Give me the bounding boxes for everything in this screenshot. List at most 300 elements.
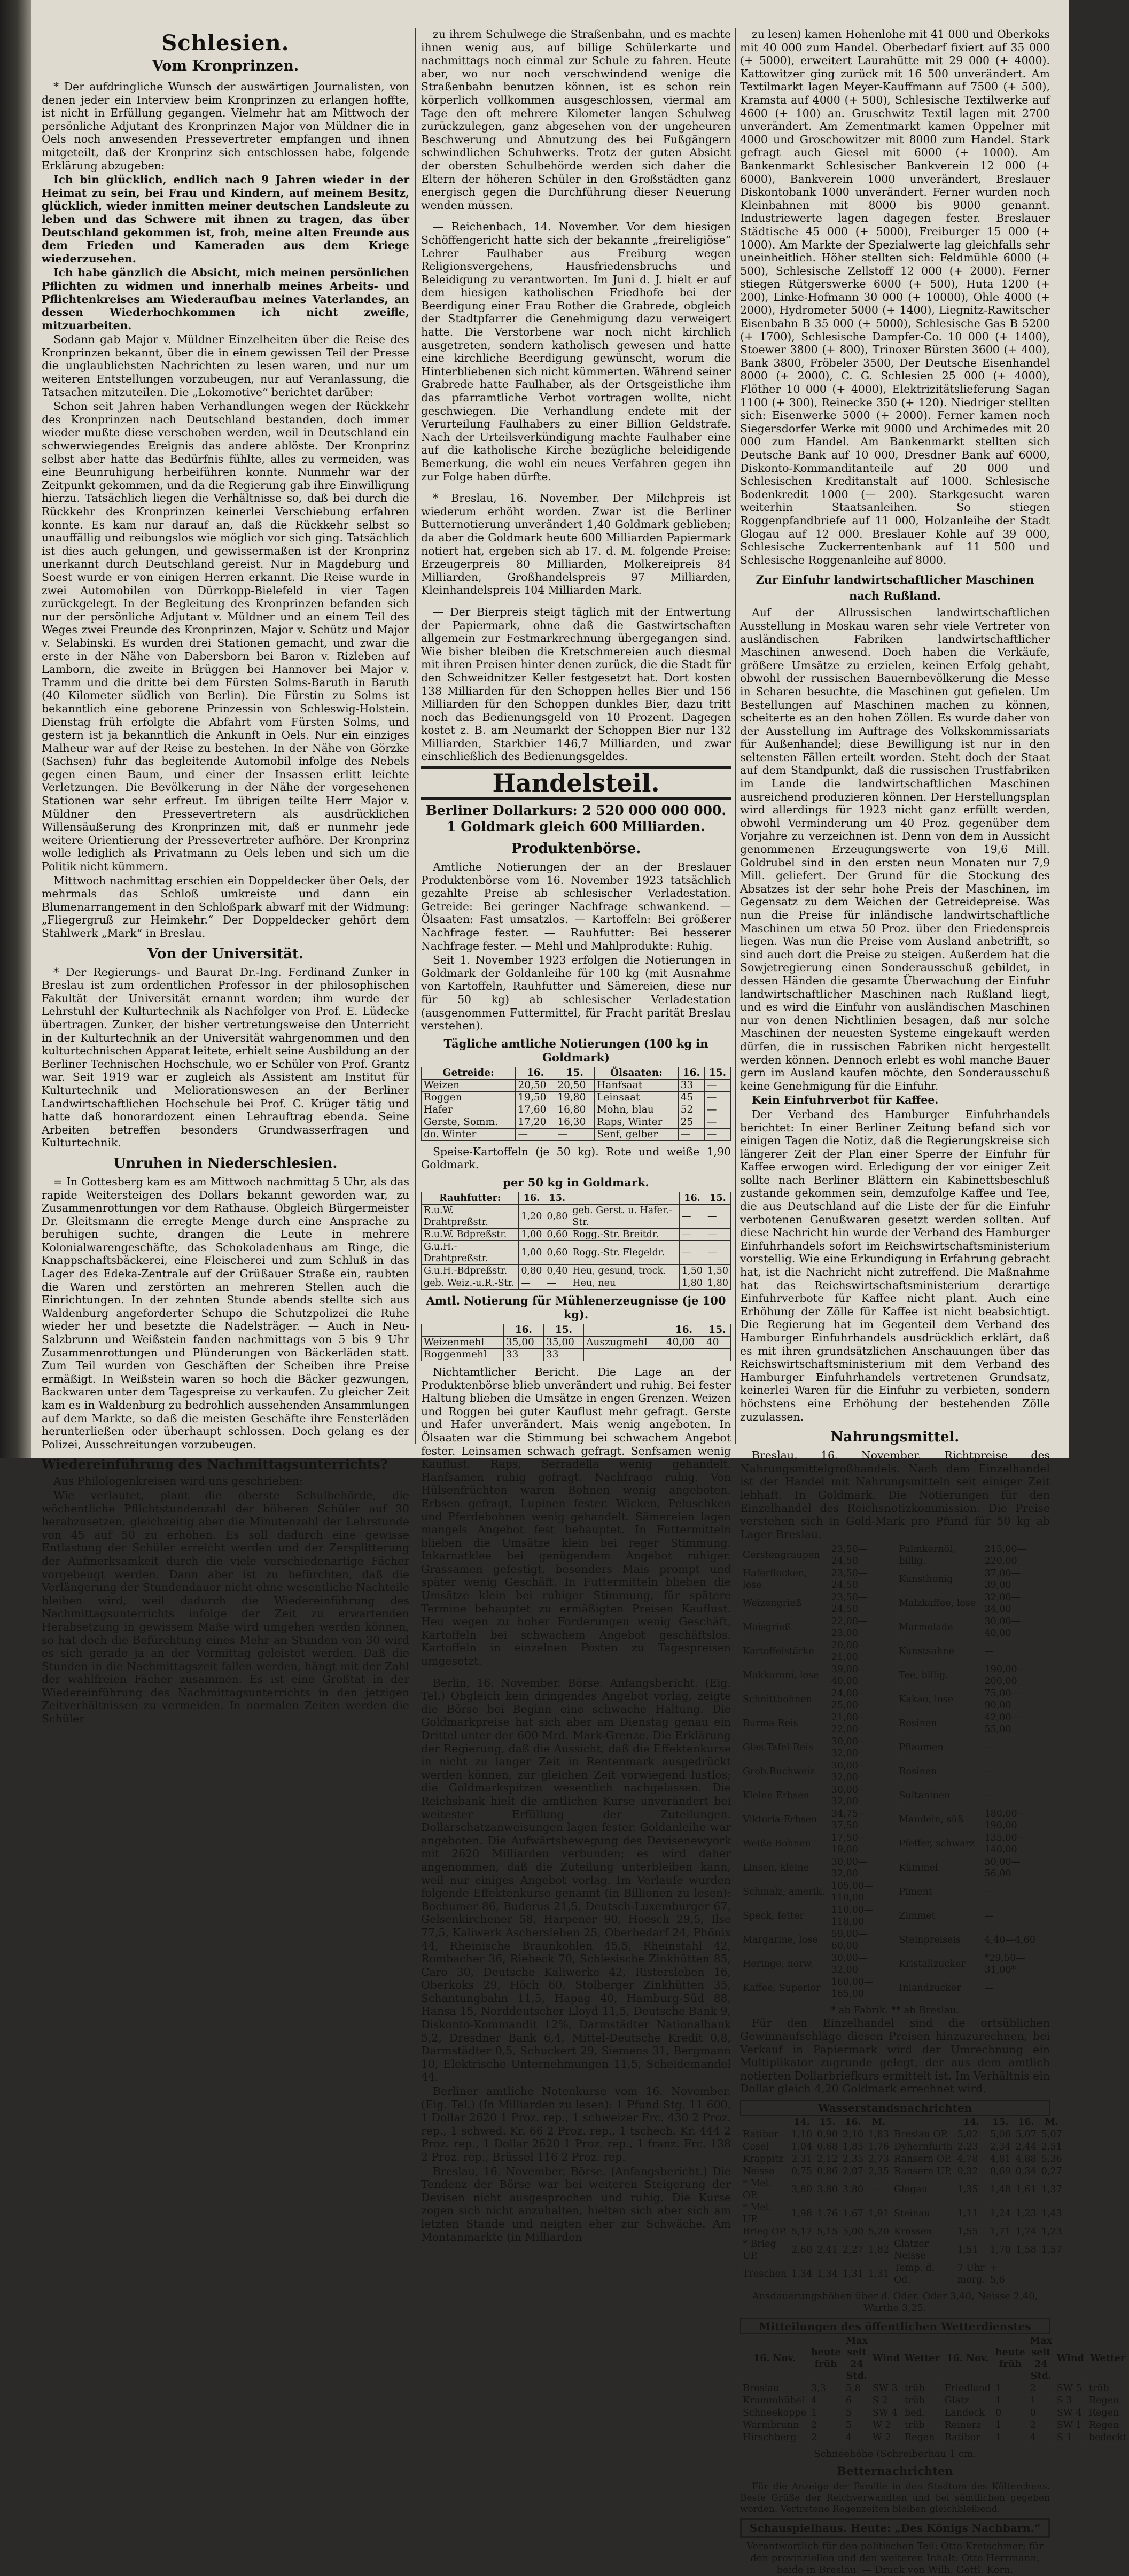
table-cell: 1 — [993, 2431, 1027, 2443]
table-cell: 1,91 — [866, 2201, 891, 2225]
table-cell — [704, 1348, 731, 1361]
table-header-cell: Rauhfutter: — [422, 1192, 519, 1204]
table-cell: S 3 — [1054, 2394, 1086, 2407]
table-row — [422, 1348, 731, 1361]
table-row — [741, 2225, 1065, 2238]
column-left — [42, 28, 409, 1726]
table-cell: Cosel — [741, 2140, 789, 2153]
table-cell: 1,76 — [815, 2201, 840, 2225]
table-cell: 1,50 — [705, 1264, 731, 1277]
table-cell: — — [705, 1228, 731, 1240]
table-cell: 32,00—34,00 — [982, 1592, 1050, 1616]
table-cell: 1 — [993, 2382, 1027, 2394]
table-cell: — — [866, 2177, 891, 2201]
table-header-cell: 16. Nov. — [942, 2334, 993, 2382]
article-title: Zur Einfuhr landwirtschaftlicher Maschinen nach Rußland. — [756, 573, 1034, 603]
table-cell: 1,24 — [987, 2201, 1013, 2225]
article-title — [740, 1093, 1050, 1107]
table-cell: 1,61 — [1013, 2177, 1039, 2201]
table-header-cell: 16. — [503, 1324, 543, 1336]
table-cell: — — [704, 1104, 730, 1116]
table-cell: 0,40 — [544, 1264, 570, 1277]
table-row — [741, 2262, 1065, 2286]
article-paragraph: Seit 1. November 1923 erfolgen die Notierungen in Goldmark der Goldanleihe für 100 kg (mit Ausnahme von Kartoffeln, Rauhfutter und Sämereien, diese nur für 50 kg) ab schlesischer Verladestation (ausgenommen Futtermittel, für Fracht parität Breslau verstehen). — [421, 953, 731, 1033]
table-row — [741, 1640, 1050, 1664]
table-cell — [1013, 2262, 1039, 2286]
news-item: — Der Bierpreis steigt täglich mit der Entwertung der Papiermark, ohne daß die Gastwirtschaften allgemein zur Festmarkrechnung übergegangen sind. Wie bisher bleiben die Kretschmereien auch diesmal mit ihren Preisen hinter denen zurück, die die Stadt für den Schweidnitzer Keller festgesetzt hat. Dort kosten 138 Milliarden für den Schoppen helles Bier und 156 Milliarden für den Schoppen dunkles Bier, dazu tritt noch das Bedienungsgeld von 10 Prozent. Dagegen kostet z. B. am Neumarkt der Schoppen Bier nur 132 Milliarden, Starkbier 146,7 Milliarden, und zwar einschließlich des Bedienungsgeldes. — [421, 605, 731, 763]
article-title: Von der Universität. — [147, 945, 303, 962]
table-cell: 1,67 — [840, 2201, 866, 2225]
table-cell: Roggenmehl — [422, 1348, 504, 1361]
table-cell: 4,81 — [987, 2153, 1013, 2165]
theater-notice: Schauspielhaus. Heute: „Des Königs Nachbarn.“ — [740, 2518, 1050, 2538]
table-header-cell: 15. — [705, 1192, 731, 1204]
article-paragraph: = In Gottesberg kam es am Mittwoch nachmittag 5 Uhr, als das rapide Weitersteigen des Dollars bekannt geworden war, zu Zusammenrottungen vor dem Rathause. Obgleich Bürgermeister Dr. Gleitsmann die erregte Menge durch eine Ansprache zu beruhigen suchte, drangen die Leute in mehrere Kolonialwarengeschäfte, das Schokoladenhaus am Ringe, die Knappschaftsbäckerei, eine Fleischerei und zum Schluß in das Lager des Edeka-Zentrale auf der Grüßauer Straße ein, raubten die Waren und zerstörten an mehreren Stellen auch die Einrichtungen. In der zehnten Stunde abends stellte sich aus Waldenburg angeforderter Schupo die Schutzpolizei die Ruhe wieder her und besetzte die Nadelsträger. — Auch in Neu-Salzbrunn und Weißstein fanden nachmittags von 5 bis 9 Uhr Zusammenrottungen und Plünderungen von Bäckerläden statt. Zum Teil wurden von Geschäften der Scheiben ihre Preise ermäßigt. In Weißstein waren so hoch die Bäcker gezwungen, Backwaren unter dem Tagespreise zu verkaufen. Zu gleicher Zeit kam es in Waldenburg zu bedrohlich aussehenden Ansammlungen auf dem Markte, so daß die meisten Geschäfte ihre Fensterläden herunterließen oder überhaupt schlossen. Doch gelang es der Polizei, Ausschreitungen vorzubeugen. — [42, 1175, 409, 1451]
table-cell: 2,60 — [789, 2238, 815, 2262]
fodder-price-table — [421, 1192, 731, 1290]
table-cell: 1,23 — [1013, 2201, 1039, 2225]
table-header-row — [422, 1067, 731, 1079]
table-cell: 1 — [993, 2394, 1027, 2407]
table-cell: Ratibor — [741, 2128, 789, 2140]
table-cell: *29,50—31,00* — [982, 1952, 1050, 1976]
table-cell: Breslau OP. — [891, 2128, 955, 2140]
table-cell: trüb — [902, 2419, 942, 2431]
table-header-cell: 15. — [987, 2116, 1013, 2128]
table-header-cell: heute früh — [808, 2334, 843, 2382]
table-cell: 1,34 — [789, 2262, 815, 2286]
table-cell: 0,75 — [789, 2165, 815, 2177]
table-header-cell: 15. — [555, 1067, 595, 1079]
table-cell: Haferflocken, lose — [741, 1568, 829, 1592]
article-paragraph: zu lesen) kamen Hohenlohe mit 41 000 und Oberkoks mit 40 000 zum Handel. Oberbedarf fixiert auf 35 000 (+ 5000), erweitert Laurahütte mit 29 000 (+ 4000). Kattowitzer ging zurück mit 16 500 unverändert. Am Textilmarkt lagen Meyer-Kauffmann auf 7500 (+ 500), Kramsta auf 4000 (+ 500), Schlesische Textilwerke auf 4600 (+ 100) an. Gruschwitz Textil lagen mit 2700 unverändert. Am Zementmarkt kamen Oppelner mit 4000 und Groschowitzer mit 8000 zum Handel. Stark gefragt auch Giesel mit 6000 (+ 1000). Am Bankenmarkt Schlesischer Bankverein 12 000 (+ 6000), Bankverein 1000 unverändert, Breslauer Diskontobank 1000 unverändert. Ferner wurden noch Kleinbahnen mit 8000 bis 9000 genannt. Industriewerte lagen dagegen fester. Breslauer Städtische 45 000 (+ 5000), Freiburger 15 000 (+ 1000). Am Markte der Spezialwerte lag gleichfalls sehr uneinheitlich. Höher stellten sich: Feldmühle 6000 (+ 500), Schlesische Zellstoff 12 000 (+ 2000). Ferner stiegen Rütgerswerke 6000 (+ 500), Huta 1200 (+ 200), Linke-Hofmann 30 000 (+ 10000), Ohle 4000 (+ 2000), Hydrometer 5000 (+ 1400), Liegnitz-Rawitscher Eisenbahn B 35 000 (+ 5000), Schlesische Gas B 5200 (+ 1700), Schlesische Dampfer-Co. 10 000 (+ 1400), Stoewer 3800 (+ 800), Trinoxer Bürsten 3600 (+ 400), Bank 3800, Fröbeler 3500, Der Deutsche Eisenhandel 8000 (+ 2000), C. G. Schlesien 25 000 (+ 4000), Flöther 10 000 (+ 4000), Elektrizitätslieferung Sagan 1100 (+ 300), Reinecke 350 (+ 120). Niedriger stellten sich: Eisenwerke 5000 (+ 2000). Ferner kamen noch Siegersdorfer Werke mit 9000 und Archimedes mit 20 000 zum Handel. Am Bankenmarkt stellten sich Deutsche Bank auf 10 000, Dresdner Bank auf 6000, Diskonto-Kommanditanteile auf 20 000 und Schlesischen Kreditanstalt auf 1000. Schlesische Bodenkredit 1000 (— 200). Starkgesucht waren weiterhin Staatsanleihen. So stiegen Roggenpfandbriefe auf 11 000, Holzanleihe der Stadt Glogau auf 12 000. Breslauer Kohle auf 39 000, Schlesische Zuckerrentenbank auf 11 500 und Schlesische Roggenanleihe auf 8000. — [740, 28, 1050, 567]
table-cell: Marmelade — [897, 1616, 982, 1640]
table-header-cell: 14. — [789, 2116, 815, 2128]
table-row — [741, 2201, 1065, 2225]
table-cell: S 1 — [1054, 2431, 1086, 2443]
table-cell: 5,00 — [840, 2225, 866, 2238]
table-cell: 30,00—32,00 — [829, 1952, 897, 1976]
table-cell: — — [982, 1736, 1050, 1760]
table-cell: 190,00—200,00 — [982, 1664, 1050, 1688]
table-cell: 39,00—40,00 — [829, 1664, 897, 1688]
table-header-cell: M. — [866, 2116, 891, 2128]
table-cell: 5,02 — [955, 2128, 987, 2140]
table-header-cell — [422, 1324, 504, 1336]
table-cell: — — [982, 1640, 1050, 1664]
table-cell: Heringe, norw. — [741, 1952, 829, 1976]
table-cell: Temp. d. Od. — [891, 2262, 955, 2286]
article-paragraph: Ich bin glücklich, endlich nach 9 Jahren wieder in der Heimat zu sein, bei Frau und Kindern, auf meinem Besitz, glücklich, wieder inmitten meiner deutschen Landsleute zu leben und das Schwere mit ihnen zu tragen, das über Deutschland gekommen ist, froh, meine alten Freunde aus dem Frieden und Kameraden aus dem Kriege wiederzusehen. — [42, 173, 409, 265]
table-cell: 33 — [678, 1079, 704, 1091]
table-row — [741, 1808, 1050, 1832]
table-cell: 21,00—22,00 — [829, 1712, 897, 1736]
table-cell: Dyhernfurth — [891, 2140, 955, 2153]
table-cell: Hirschberg — [741, 2431, 809, 2443]
table-cell: 23,50—24,50 — [829, 1592, 897, 1616]
table-cell: — — [678, 1128, 704, 1140]
table-cell: — — [680, 1204, 705, 1228]
article-paragraph: Nichtamtlicher Bericht. Die Lage an der Produktenbörse blieb unverändert und ruhig. Bei fester Haltung blieben die Umsätze in engen Grenzen. Weizen und Roggen bei guter Kauflust mehr gefragt. Gerste und Hafer unverändert. Mais wenig angeboten. In Ölsaaten war die Stimmung bei schwachem Angebot fester. Leinsamen schwach gefragt. Senfsamen wenig Kauflust. Raps, Serradella wenig gehandelt. Hanfsamen ruhig gefragt. Nachfrage ruhig. Von Hülsenfrüchten waren Bohnen wenig angeboten. Erbsen gefragt, Lupinen fester. Wicken, Peluschken und Pferdebohnen wenig gehandelt. Sämereien lagen mangels Angebot fest behauptet. In Futtermitteln blieben die Umsätze klein bei reger Stimmung. Inkarnatklee bei genügendem Angebot ruhiger. Grassamen gefestigt, besonders Mais prompt und später wenig Geschäft. In Futtermitteln blieben die Umsätze klein bei ruhiger Stimmung, für spätere Termine behauptet zu ermäßigten Preisen Kauflust. Heu wegen zu hoher Forderungen wenig Geschäft, Kartoffeln bei schwachem Angebot geschäftslos. Kartoffeln in einzelnen Posten zu Tagespreisen umgesetzt. — [421, 1365, 731, 1668]
table-cell: SW 4 — [870, 2407, 902, 2419]
exchange-report: Berlin, 16. November. Börse. Anfangsbericht. (Eig. Tel.) Obgleich kein dringendes Angebot vorlag, zeigte die Börse bei Beginn eine schwache Haltung. Die Goldmarkpreise hat sich aber am Dienstag genau ein Drittel unter der 600 Mrd. Mark-Grenze. Die Erklärung der Regierung, daß die Aussicht, daß die Effektenkurse in nicht zu langer Zeit in Rentenmark ausgedrückt werden können, zur gleichen Zeit vorwiegend lustlos; die Goldmarkspitzen wesentlich nachgelassen. Die Reichsbank hielt die amtlichen Kurse unverändert bei weitester Erfüllung der Zuteilungen. Dollarschatzanweisungen lagen fester. Goldanleihe war angeboten. Die Aufwärtsbewegung des Devisenewyork mit 2620 Milliarden verbunden; es wird daher angenommen, daß die Zuteilung unterbleiben kann, weil nur einiges Angebot vorlag. Im Verlaufe wurden folgende Effektenkurse genannt (in Billionen zu lesen): Bochumer 86, Buderus 21,5, Deutsch-Luxemburger 67, Gelsenkirchener 58, Harpener 90, Hoesch 29,5, Ilse 77,5, Kaliwerk Aschersleben 25, Oberbedarf 24, Phönix 44, Rheinische Braunkohlen 45,5, Rheinstahl 42, Rombacher 36, Riebeck 70, Schlesische Zinkhütten 85, Caro 30, Deutsche Kaliwerke 42, Ristersleben 16, Oberkoks 29, Höch 60, Stolberger Zinkhütten 35, Schantungbahn 11,5, Hapag 40, Hamburg-Süd 88, Hansa 15, Norddeutscher Lloyd 11,5, Deutsche Bank 9, Diskonto-Kommandit 12%, Darmstädter Nationalbank 5,2, Dresdner Bank 6,4, Mittel-Deutsche Kredit 0,8, Darmstädter 0,5, Schuckert 29, Siemens 31, Bergmann 10, Elektrische Unternehmungen 11,5, Scheidemandel 44. — [421, 1676, 731, 2084]
table-cell: Palmkernöl, billig. — [897, 1543, 982, 1568]
table-header-cell: 15. — [543, 1324, 583, 1336]
table-cell: Rogg.-Str. Flegeldr. — [570, 1240, 680, 1264]
table-cell: 105,00—110,00 — [829, 1880, 897, 1904]
table-cell: Weizengrieß — [741, 1592, 829, 1616]
table-cell: — — [704, 1128, 730, 1140]
table-cell: Neisse — [741, 2165, 789, 2177]
table-cell: do. Winter — [422, 1128, 516, 1140]
table-cell: Weizenmehl — [422, 1336, 504, 1348]
table-cell: Glatz — [942, 2394, 993, 2407]
table-cell: — — [704, 1091, 730, 1104]
article-paragraph: Für die Anzeige der Familie in den Stadtum des Költerchens. Beste Grüße der Reichverwandten und bei sämtlichen gegeben worden. Vertretene Regenzeiten bleiben gleichbleibend. — [740, 2481, 1050, 2515]
table-row — [422, 1104, 731, 1116]
table-cell: geb. Weiz.-u.R.-Str. — [422, 1277, 519, 1289]
table-cell: 52 — [678, 1104, 704, 1116]
table-cell: Kunsthonig — [897, 1568, 982, 1592]
table-cell: 2,35 — [840, 2153, 866, 2165]
column-divider — [735, 28, 736, 1444]
table-cell: 1,31 — [866, 2262, 891, 2286]
table-header-cell — [584, 1324, 664, 1336]
table-cell: Schneekoppe — [741, 2407, 809, 2419]
table-cell: 1,80 — [680, 1277, 705, 1289]
table-row — [741, 1952, 1050, 1976]
table-cell: 0,80 — [544, 1204, 570, 1228]
table-cell: — — [516, 1128, 555, 1140]
table-cell: 2,35 — [866, 2165, 891, 2177]
table-header-cell: Getreide: — [422, 1067, 516, 1079]
table-row — [741, 1928, 1050, 1952]
table-cell: Linsen, kleine — [741, 1856, 829, 1880]
table-header-cell — [570, 1192, 680, 1204]
table-cell: Treschen — [741, 2262, 789, 2286]
table-cell: Kristallzucker — [897, 1952, 982, 1976]
article-title: Betternachrichten — [837, 2464, 953, 2478]
table-cell: bedeckt — [1086, 2431, 1129, 2443]
table-cell: 2 — [808, 2431, 843, 2443]
table-row — [741, 2177, 1065, 2201]
table-header-cell: Max seit 24 Std. — [1027, 2334, 1054, 2382]
table-cell: Ransern UP. — [891, 2165, 955, 2177]
table-header-cell: 15. — [704, 1067, 730, 1079]
table-cell: 20,50 — [555, 1079, 595, 1091]
table-cell: 7 Uhr morg. — [955, 2262, 987, 2286]
flour-price-table — [421, 1324, 731, 1361]
table-cell: 1,20 — [519, 1204, 544, 1228]
table-cell: Glatzer Neisse — [891, 2238, 955, 2262]
table-cell: 1 — [993, 2419, 1027, 2431]
table-header-cell — [891, 2116, 955, 2128]
table-cell: 42,00—55,00 — [982, 1712, 1050, 1736]
article-paragraph: Schon seit Jahren haben Verhandlungen wegen der Rückkehr des Kronprinzen nach Deutschland bestanden, doch immer wieder mußte diese verschoben werden, weil in Deutschland ein schwerwiegendes Ereignis das andere ablöste. Der Kronprinz selbst aber hatte das Bedürfnis fühlte, alles zu vermeiden, was eine Beunruhigung herbeiführen konnte. Nunmehr war der Zeitpunkt gekommen, und da die Regierung gab ihre Einwilligung hierzu. Tatsächlich liegen die Verhältnisse so, daß bei durch die Rückkehr des Kronprinzen keinerlei Verschiebung erfahren konnte. Es kam nur darauf an, daß die Rückkehr selbst so unauffällig und reibungslos wie möglich vor sich ging. Tatsächlich ist dies auch gelungen, und gewissermaßen ist der Kronprinz unerkannt durch Deutschland gereist. Nur in Magdeburg und Soest wurde er von einigen Herren erkannt. Die Reise wurde in zwei Automobilen von Dürrkopp-Bielefeld in vier Tagen zurückgelegt. In der Begleitung des Kronprinzen befanden sich nur der persönliche Adjutant v. Müldner und an einem Teil des Weges zwei Freunde des Kronprinzen, Major v. Schütz und Major v. Selabinski. Es wurden drei Stationen gemacht, und zwar die erste in der Nähe von Dabersborn bei Baron v. Rizleben auf Lamborn, die zweite in Brüggen bei Hannover bei Major v. Tramm und die dritte bei dem Fürsten Solms-Baruth in Baruth (40 Kilometer südlich von Berlin). Die Fürstin zu Solms ist bekanntlich eine geborene Prinzessin von Schleswig-Holstein. Dienstag früh erfolgte die Abfahrt vom Fürsten Solms, und gestern ist ja bekanntlich die Ankunft in Oels. Nur ein einziges Malheur war auf der Reise zu bestehen. In der Nähe von Görzke (Sachsen) fuhr das begleitende Automobil infolge des Nebels gegen einen Baum, und einer der Insassen erlitt leichte Verletzungen. Die Bevölkerung in der Nähe der vorgesehenen Stationen war sehr erfreut. Im übrigen teilte Herr Major v. Müldner den Pressevertretern als ausdrücklichen Willensäußerung des Kronprinzen mit, daß er nunmehr jede weitere Orientierung der Pressevertreter aufhöre. Der Kronprinz wolle lediglich als Privatmann zu Oels leben und sich um die Politik nicht kümmern. — [42, 400, 409, 873]
table-cell: 2,31 — [789, 2153, 815, 2165]
table-row — [741, 2382, 1129, 2394]
table-header-cell: 15. — [704, 1324, 731, 1336]
table-caption: Tägliche amtliche Notierungen (100 kg in Goldmark) — [443, 1036, 708, 1064]
table-header-cell: 14. — [955, 2116, 987, 2128]
table-header-cell: 16. — [840, 2116, 866, 2128]
table-cell: — — [982, 1760, 1050, 1784]
table-header-cell: 16. — [678, 1067, 704, 1079]
table-cell: Grob.Buchweiz — [741, 1760, 829, 1784]
table-cell: Gerste, Somm. — [422, 1116, 516, 1128]
table-cell: 3,80 — [840, 2177, 866, 2201]
table-cell: 23,50—24,50 — [829, 1543, 897, 1568]
table-cell: 1,00 — [519, 1240, 544, 1264]
book-binding — [0, 0, 31, 1458]
table-caption: Wasserstandsnachrichten — [740, 2100, 1050, 2116]
table-row — [741, 2431, 1129, 2443]
table-cell: 16,80 — [555, 1104, 595, 1116]
table-cell: 0,86 — [815, 2165, 840, 2177]
table-cell: 5,15 — [815, 2225, 840, 2238]
table-header-cell — [741, 2116, 789, 2128]
table-cell: Pfeffer, schwarz — [897, 1832, 982, 1856]
table-cell: 40 — [704, 1336, 731, 1348]
table-header-row — [422, 1324, 731, 1336]
table-row — [741, 1616, 1050, 1640]
table-cell: 1,55 — [955, 2225, 987, 2238]
table-cell: Mohn, blau — [595, 1104, 678, 1116]
table-cell: 0,32 — [955, 2165, 987, 2177]
table-header-cell: 15. — [815, 2116, 840, 2128]
table-row — [741, 1904, 1050, 1928]
table-cell: 45 — [678, 1091, 704, 1104]
table-row — [741, 1856, 1050, 1880]
table-header-cell: 16. — [680, 1192, 705, 1204]
table-cell: Hanfsaat — [595, 1079, 678, 1091]
table-cell: 2,44 — [1013, 2140, 1039, 2153]
table-cell: 17,50—19,00 — [829, 1832, 897, 1856]
table-header-cell: Wetter — [902, 2334, 942, 2382]
table-cell: 19,80 — [555, 1091, 595, 1104]
table-cell: Viktoria-Erbsen — [741, 1808, 829, 1832]
table-cell: Margarine, lose — [741, 1928, 829, 1952]
table-cell: — — [982, 1904, 1050, 1928]
table-cell: 34,75—37,50 — [829, 1808, 897, 1832]
table-cell: 17,60 — [516, 1104, 555, 1116]
table-cell: — — [982, 1880, 1050, 1904]
table-cell: R.u.W. Bdpreßstr. — [422, 1228, 519, 1240]
table-cell: 6 — [843, 2394, 870, 2407]
potato-price: Speise-Kartoffeln (je 50 kg). Rote und weiße 1,90 Goldmark. — [421, 1145, 731, 1171]
weather-table — [740, 2334, 1129, 2444]
table-cell: Rosinen — [897, 1760, 982, 1784]
table-cell: Kümmel — [897, 1856, 982, 1880]
table-cell: Ratibor — [942, 2431, 993, 2443]
table-row — [741, 2128, 1065, 2140]
table-cell: 160,00—165,00 — [829, 1976, 897, 2000]
table-cell: Brieg OP. — [741, 2225, 789, 2238]
table-header-cell: M. — [1039, 2116, 1064, 2128]
table-cell: 0,60 — [544, 1240, 570, 1264]
table-cell: Piment — [897, 1880, 982, 1904]
table-cell: Roggen — [422, 1091, 516, 1104]
table-header-cell: 16. — [519, 1192, 544, 1204]
table-cell: Breslau — [741, 2382, 809, 2394]
exchange-report: Breslau, 16. November. Börse. (Anfangsbericht.) Die Tendenz der Börse war bei weiteren Steigerung der Devisen nicht ausgesprochen und ruhig. Die Kurse zogen sich nicht anzuhalten, hielten sich aber sich am letzten Stande und neigten eher zur Schwäche. Am Montanmarkte (in Milliarden — [421, 2164, 731, 2244]
table-row — [422, 1116, 731, 1128]
table-cell: — — [705, 1240, 731, 1264]
table-cell: — — [704, 1116, 730, 1128]
table-header-cell: 16. — [664, 1324, 704, 1336]
table-cell: 1,10 — [789, 2128, 815, 2140]
table-cell: 40,00 — [664, 1336, 704, 1348]
table-cell: 2 — [1027, 2382, 1054, 2394]
table-row — [741, 1712, 1050, 1736]
table-cell: 1,58 — [1013, 2238, 1039, 2262]
grain-price-table — [421, 1067, 731, 1141]
table-row — [741, 1784, 1050, 1808]
table-cell: SW 3 — [870, 2382, 902, 2394]
table-cell: 1,76 — [866, 2140, 891, 2153]
table-row — [422, 1079, 731, 1091]
table-row — [741, 2153, 1065, 2165]
article-paragraph: Der Verband des Hamburger Einfuhrhandels berichtet: In einer Berliner Zeitung befand sich vor einigen Tagen die Notiz, daß die Regierungskreise sich längerer Zeit der Plan einer Sperre der Einfuhr für Kaffee erwogen wird. Erledigung der vor einiger Zeit sollte nach Berliner Blättern ein Kabinettsbeschluß zustande gekommen sein, demzufolge Kaffee und Tee, die aus Deutschland auf die Liste der für die Einfuhr verbotenen Genußwaren gesetzt werden sollten. Auf diese Nachricht hin wurde der Verband des Hamburger Einfuhrhandels sofort im Reichswirtschaftsministerium vorstellig. Wie eine Erkundigung in Erfahrung gebracht hat, ist die Nachricht nicht zutreffend. Die Maßnahme hat das Reichswirtschaftsministerium derartige Einfuhrverbote für Kaffee nicht plant. Auch eine Erhöhung der Zölle für Kaffee ist nicht beabsichtigt. Die Regierung hat im Gegenteil dem Verband des Hamburger Einfuhrhandels ausdrücklich erklärt, daß es mit ihren grundsätzlichen Anschauungen über das Reichswirtschaftsministerium mit dem Verband des Hamburger Einfuhrhandels vertretenen Grundsatz, keinerlei Waren für die Einfuhr zu verbieten, sondern höchstens eine Erhöhung der bestehenden Zölle zuzulassen. — [740, 1107, 1050, 1423]
table-cell: 16,30 — [555, 1116, 595, 1128]
table-cell: + 5,6 — [987, 2262, 1013, 2286]
kaffee-title: Kein Einfuhrverbot für Kaffee. — [752, 1093, 939, 1107]
table-cell: 35,00 — [503, 1336, 543, 1348]
imprint: Verantwortlich für den politischen Teil: Otto Kretschmer; für den provinziellen und den weiteren Inhalt: Otto Herrmann, beide in Breslau. — Druck von Wilh. Gottl. Korn. — [746, 2540, 1044, 2575]
table-caption: Amtl. Notierung für Mühlenerzeugnisse (je 100 kg). — [426, 1293, 726, 1321]
table-cell: 1 — [1027, 2394, 1054, 2407]
table-cell: Landeck — [942, 2407, 993, 2419]
table-cell: 4 — [1027, 2431, 1054, 2443]
table-cell: 33 — [503, 1348, 543, 1361]
table-cell: Speck, fetter — [741, 1904, 829, 1928]
table-cell: SW 5 — [1054, 2382, 1086, 2394]
table-row — [422, 1128, 731, 1140]
table-cell: * Mel. OP. — [741, 2177, 789, 2201]
food-price-table — [740, 1543, 1050, 2000]
table-note: Ansdauerungshöhen über d. Oder. Oder 3,40, Neisse 2,40, Warthe 3,25. — [752, 2290, 1038, 2314]
table-cell: 1,31 — [840, 2262, 866, 2286]
table-header-cell: 16. — [516, 1067, 555, 1079]
table-cell: Schnittbohnen — [741, 1688, 829, 1712]
table-cell: Krappitz — [741, 2153, 789, 2165]
table-cell: W 2 — [870, 2419, 902, 2431]
table-cell: Schmalz, amerik. — [741, 1880, 829, 1904]
table-cell: — — [519, 1277, 544, 1289]
table-cell: 0,27 — [1039, 2165, 1064, 2177]
table-cell: 2 — [808, 2419, 843, 2431]
table-cell: bed. — [902, 2407, 942, 2419]
table-cell: Glogau — [891, 2177, 955, 2201]
table-row — [741, 1664, 1050, 1688]
article-paragraph: Aus Philologenkreisen wird uns geschrieben: — [53, 1475, 303, 1488]
table-row — [741, 1543, 1050, 1568]
table-cell: 4 — [843, 2431, 870, 2443]
table-row — [741, 2419, 1129, 2431]
table-row — [741, 2238, 1065, 2262]
table-cell: 33 — [543, 1348, 583, 1361]
table-cell: Pflaumen — [897, 1736, 982, 1760]
table-cell: Malzkaffee, lose — [897, 1592, 982, 1616]
news-item: — Reichenbach, 14. November. Vor dem hiesigen Schöffengericht hatte sich der bekannte „freireligiöse“ Lehrer Faulhaber aus Freiburg wegen Religionsvergehens, Hausfriedensbruchs und Beleidigung zu verantworten. Im Juni d. J. hielt er auf dem hiesigen katholischen Friedhofe bei der Beerdigung einer Frau Rother die Grabrede, obgleich der Stadtpfarrer die Genehmigung dazu verweigert hatte. Die Verstorbene war noch nicht kirchlich ausgetreten, sondern katholisch gewesen und hatte eine kirchliche Beerdigung gewünscht, worum die Hinterbliebenen sich nicht kümmerten. Während seiner Grabrede hatte Faulhaber, als der Ortsgeistliche ihm das pfarramtliche Verbot vortragen wollte, nicht geschwiegen. Die Verhandlung endete mit der Verurteilung Faulhabers zu einer Billion Geldstrafe. Nach der Urteilsverkündigung machte Faulhaber eine auf die katholische Kirche bezügliche beleidigende Bemerkung, die wohl ein neues Verfahren gegen ihn zur Folge haben dürfte. — [421, 220, 731, 483]
table-cell: Inlandzucker — [897, 1976, 982, 2000]
water-level-table — [740, 2116, 1065, 2286]
table-cell: 5,17 — [789, 2225, 815, 2238]
table-header-cell: Ölsaaten: — [595, 1067, 678, 1079]
article-paragraph: zu ihrem Schulwege die Straßenbahn, und es machte ihnen wenig aus, auf billige Schülerkarte und nachmittags noch einmal zur Schule zu fahren. Heute aber, wo nur noch verschwindend wenige die Straßenbahn benutzen können, ist es schon rein körperlich vollkommen ausgeschlossen, viermal am Tage den oft mehrere Kilometer langen Schulweg zurückzulegen, ganz abgesehen von der ungeheuren Beschwerung und Abnutzung des bei Fußgängern schwindlichen Schuhwerks. Trotz der guten Absicht der obersten Schulbehörde werden sich daher die Eltern der höheren Schüler in den Großstädten ganz energisch gegen die Durchführung dieser Neuerung wenden müssen. — [421, 28, 731, 212]
table-cell: 0,80 — [519, 1264, 544, 1277]
table-cell: Heu, neu — [570, 1277, 680, 1289]
table-row — [741, 1760, 1050, 1784]
table-cell: Steinau — [891, 2201, 955, 2225]
table-cell: 1,70 — [987, 2238, 1013, 2262]
table-cell: W 2 — [870, 2431, 902, 2443]
table-row — [741, 1832, 1050, 1856]
table-row — [741, 1688, 1050, 1712]
table-cell: Hafer — [422, 1104, 516, 1116]
table-cell: 3,80 — [789, 2177, 815, 2201]
table-cell: 5,07 — [1039, 2128, 1064, 2140]
table-cell: Regen — [902, 2431, 942, 2443]
table-cell: 0,60 — [544, 1228, 570, 1240]
table-cell: 1,51 — [955, 2238, 987, 2262]
table-header-cell: 16. Nov. — [741, 2334, 809, 2382]
table-cell: Heu, gesund, trock. — [570, 1264, 680, 1277]
table-cell: 3,80 — [815, 2177, 840, 2201]
table-cell: 110,00—118,00 — [829, 1904, 897, 1928]
table-cell: 4 — [808, 2394, 843, 2407]
article-title: Vom Kronprinzen. — [152, 58, 299, 74]
table-header-row — [422, 1192, 731, 1204]
table-cell: 20,50 — [516, 1079, 555, 1091]
table-row — [422, 1240, 731, 1264]
table-cell: 20,00—21,00 — [829, 1640, 897, 1664]
table-cell — [664, 1348, 704, 1361]
table-cell: 2,12 — [815, 2153, 840, 2165]
table-note: Schneehöhe (Schreiberhau 1 cm. — [814, 2448, 976, 2459]
article-paragraph: * Der Regierungs- und Baurat Dr.-Ing. Ferdinand Zunker in Breslau ist zum ordentlichen Professor in der philosophischen Fakultät der Universität ernannt worden; ihm wurde der Lehrstuhl der Kulturtechnik als Nachfolger von Prof. E. Lüdecke übertragen. Zunker, der bisher vertretungsweise den Unterricht in der Kulturtechnik an der Universität wahrgenommen und den kulturtechnischen Apparat leitete, erhielt seine Ausbildung an der Berliner Technischen Hochschule, wo er Schüler von Prof. Grantz war. Seit 1919 war er zugleich als Assistent am Institut für Kulturtechnik und Meliorationswesen an der Berliner Landwirtschaftlichen Hochschule bei Prof. C. Krüger tätig und hatte daß honorardozent einen Lehrauftrag ebenda. Seine Arbeiten betreffen besonders Grundwasserfragen und Kulturtechnik. — [42, 965, 409, 1150]
table-cell: — — [555, 1128, 595, 1140]
table-cell: 0,69 — [987, 2165, 1013, 2177]
table-cell: trüb — [902, 2394, 942, 2407]
table-cell: Kaffee, Superior — [741, 1976, 829, 2000]
table-row — [741, 1880, 1050, 1904]
table-row — [422, 1336, 731, 1348]
table-cell: 19,50 — [516, 1091, 555, 1104]
table-row — [741, 2407, 1129, 2419]
table-cell: G.u.H.-Bdpreßstr. — [422, 1264, 519, 1277]
table-cell: 180,00—190,00 — [982, 1808, 1050, 1832]
table-cell: 1,85 — [840, 2140, 866, 2153]
table-cell: 5,06 — [987, 2128, 1013, 2140]
table-cell: Steinpreiseis — [897, 1928, 982, 1952]
table-cell: 17,20 — [516, 1116, 555, 1128]
table-cell: 0,68 — [815, 2140, 840, 2153]
table-cell: Kleine Erbsen — [741, 1784, 829, 1808]
table-cell: 30,00—32,00 — [829, 1760, 897, 1784]
table-cell: Regen — [1086, 2419, 1129, 2431]
column-divider — [415, 28, 416, 1444]
table-cell: Burma-Reis — [741, 1712, 829, 1736]
table-cell: 30,00—32,00 — [829, 1856, 897, 1880]
table-cell: — — [982, 1976, 1050, 2000]
table-cell: 4,78 — [955, 2153, 987, 2165]
table-cell: 1,43 — [1039, 2201, 1064, 2225]
table-cell: 23,50—24,50 — [829, 1568, 897, 1592]
table-cell: 1,71 — [987, 2225, 1013, 2238]
table-cell: 1,37 — [1039, 2177, 1064, 2201]
table-header-cell: heute früh — [993, 2334, 1027, 2382]
